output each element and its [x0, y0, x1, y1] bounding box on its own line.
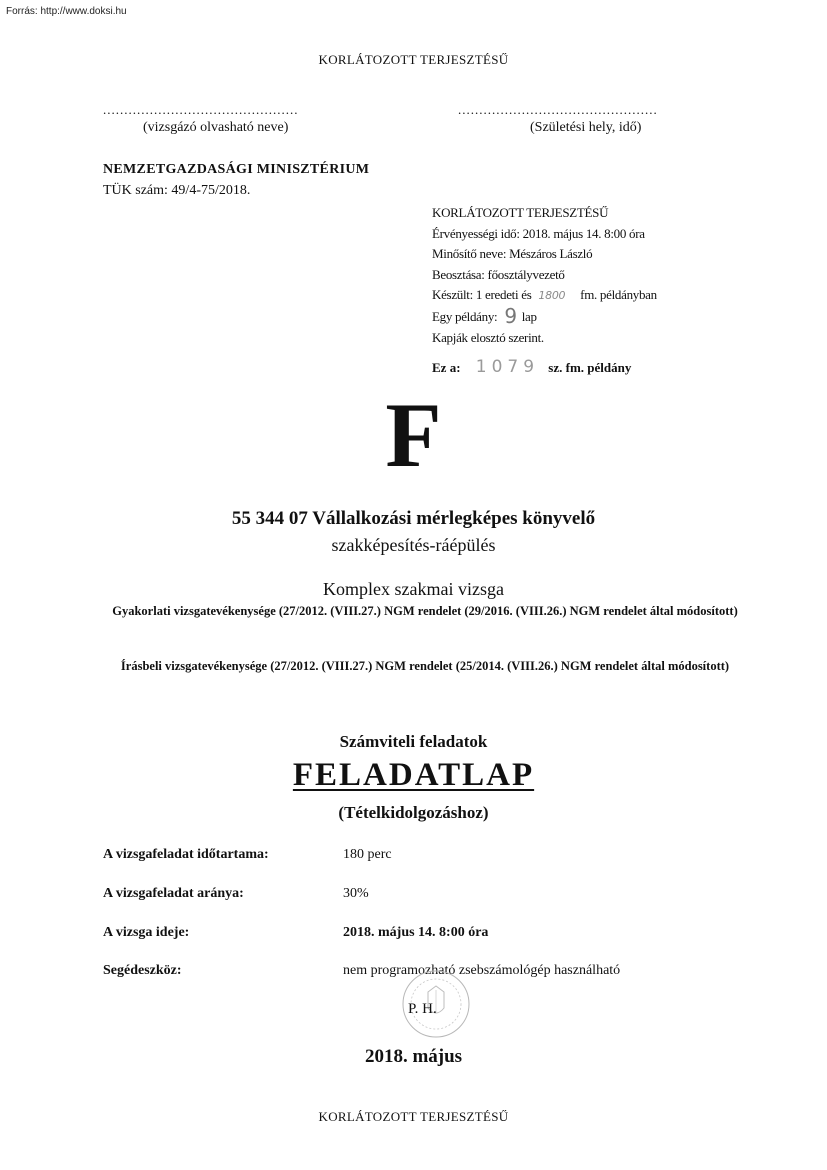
stamp-made-handwritten: 1800 — [538, 289, 566, 303]
subject-title: Számviteli feladatok — [339, 732, 488, 751]
detail-label-ratio: A vizsgafeladat aránya: — [103, 886, 244, 901]
copy-number-suffix: sz. fm. példány — [548, 360, 632, 375]
stamp-copy-prefix: Egy példány: — [432, 308, 498, 324]
birth-info-caption: (Születési hely, idő) — [530, 120, 642, 135]
sheet-title-wrap — [0, 757, 827, 794]
stamp-classification: KORLÁTOZOTT TERJESZTÉSŰ — [432, 205, 609, 220]
candidate-name-line: .............................................. — [103, 102, 299, 117]
written-regulation: Írásbeli vizsgatevékenysége (27/2012. (VIII.27.) NGM rendelet (25/2014. (VIII.26.) NGM rendelet által módosított) — [120, 659, 730, 673]
exam-type: Komplex szakmai vizsga — [323, 579, 504, 599]
copy-number-prefix: Ez a: — [432, 360, 461, 375]
ministry-name: NEMZETGAZDASÁGI MINISZTÉRIUM — [103, 162, 370, 177]
copy-number — [432, 357, 631, 377]
candidate-name-caption: (vizsgázó olvasható neve) — [143, 120, 289, 135]
stamp-made-suffix: fm. példányban — [580, 287, 657, 303]
practical-regulation: Gyakorlati vizsgatevékenysége (27/2012. (VIII.27.) NGM rendelet (29/2016. (VIII.26.) NGM rendelet által módosított) — [112, 604, 738, 618]
stamp-copy-pages — [432, 303, 657, 328]
copy-number-value: 1079 — [475, 357, 540, 377]
detail-value-tools: nem programozható zsebszámológép használható — [343, 963, 621, 978]
detail-value-duration: 180 perc — [343, 847, 392, 862]
stamp-copy-suffix: lap — [521, 308, 537, 324]
detail-label-tools: Segédeszköz: — [103, 963, 182, 978]
stamp-validity: Érvényességi idő: 2018. május 14. 8:00 óra — [432, 225, 645, 241]
document-date: 2018. május — [364, 1046, 463, 1067]
qualification-title: 55 344 07 Vállalkozási mérlegképes könyvelő — [231, 508, 596, 529]
classification-header: KORLÁTOZOTT TERJESZTÉSŰ — [318, 52, 509, 67]
source-url-note: Forrás: http://www.doksi.hu — [6, 6, 127, 17]
classification-stamp — [432, 203, 657, 348]
birth-info-line: ............................................... — [458, 102, 658, 117]
sheet-subtitle: (Tételkidolgozáshoz) — [338, 803, 489, 822]
stamp-distribution: Kapják elosztó szerint. — [432, 329, 544, 345]
tuk-number: TÜK szám: 49/4-75/2018. — [103, 183, 251, 198]
detail-value-exam-time: 2018. május 14. 8:00 óra — [343, 925, 489, 940]
stamp-position: Beosztása: főosztályvezető — [432, 266, 565, 282]
detail-label-exam-time: A vizsga ideje: — [103, 925, 190, 940]
detail-label-duration: A vizsgafeladat időtartama: — [103, 847, 269, 862]
classification-footer: KORLÁTOZOTT TERJESZTÉSŰ — [318, 1109, 509, 1124]
sheet-title: FELADATLAP — [292, 757, 535, 793]
variant-letter: F — [385, 384, 442, 486]
stamp-made — [432, 285, 657, 307]
qualification-subtitle: szakképesítés-ráépülés — [331, 535, 496, 555]
seal-placeholder-ph: P. H. — [408, 1001, 437, 1017]
stamp-qualifier: Minősítő neve: Mészáros László — [432, 246, 593, 262]
stamp-copy-handwritten: 9 — [504, 303, 517, 328]
stamp-made-prefix: Készült: 1 eredeti és — [432, 287, 532, 303]
detail-value-ratio: 30% — [343, 886, 369, 901]
